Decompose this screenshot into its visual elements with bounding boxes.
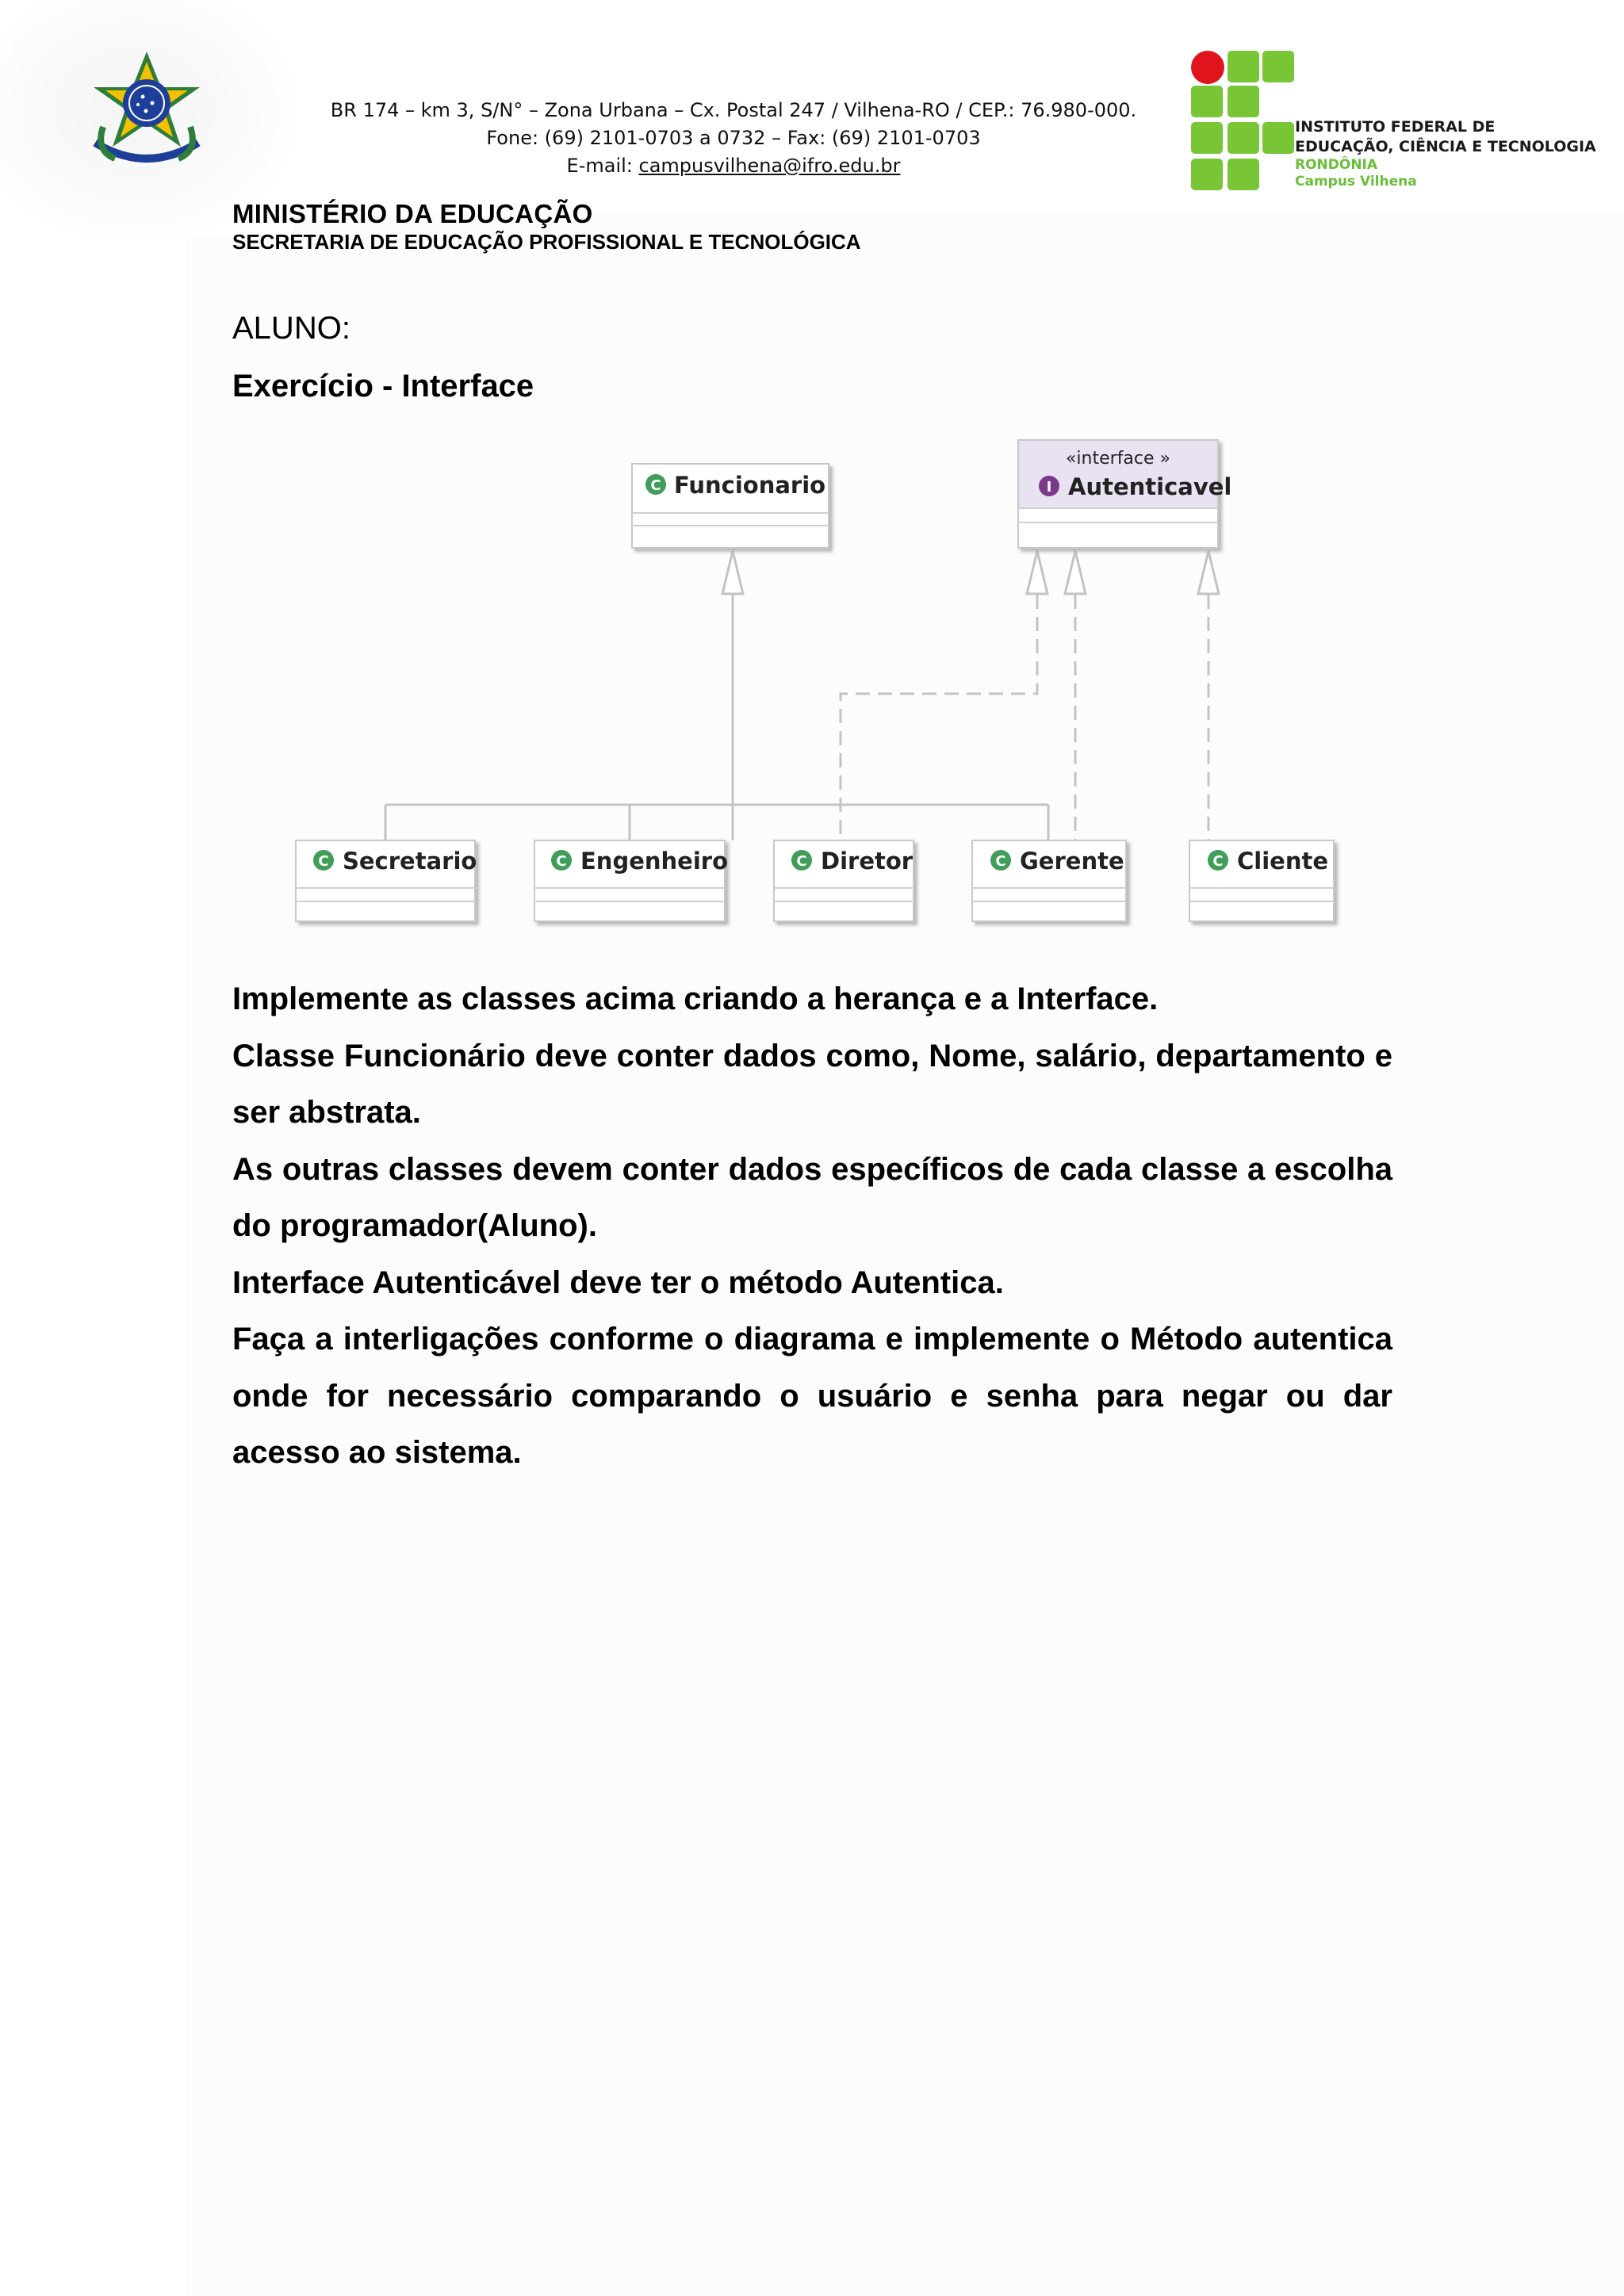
class-icon-letter: C [556, 853, 567, 870]
instruction-paragraph: As outras classes devem conter dados específicos de cada classe a escolha do programador(Aluno). [232, 1151, 1392, 1243]
institution-address [301, 97, 1166, 180]
email-link[interactable]: campusvilhena@ifro.edu.br [638, 155, 901, 177]
instruction-paragraph: Implemente as classes acima criando a herança e a Interface. [232, 982, 1159, 1016]
inheritance-lines [385, 551, 1048, 840]
class-diretor [774, 840, 914, 921]
institute-line-1: INSTITUTO FEDERAL DE [1295, 118, 1496, 136]
institute-state: RONDÔNIA [1295, 157, 1378, 173]
instruction-paragraph: Classe Funcionário deve conter dados como, Nome, salário, departamento e ser abstrata. [232, 1038, 1392, 1130]
exercise-instructions [232, 971, 1392, 1482]
email-label: E-mail: [566, 155, 639, 177]
email-line [301, 152, 1166, 180]
class-icon-letter: C [796, 853, 807, 870]
class-name: Cliente [1237, 848, 1329, 874]
realization-arrowheads [1027, 551, 1219, 594]
exercise-title: Exercício - Interface [232, 369, 534, 404]
class-name: Diretor [821, 848, 914, 874]
instruction-paragraph: Interface Autenticável deve ter o método Autentica. [232, 1265, 1004, 1300]
class-gerente [972, 840, 1126, 921]
class-name: Engenheiro [580, 848, 729, 874]
interface-autenticavel [1018, 440, 1231, 548]
phone-line: Fone: (69) 2101-0703 a 0732 – Fax: (69) 2101-0703 [486, 127, 981, 149]
ifro-logo-icon [1189, 49, 1294, 192]
student-label: ALUNO: [232, 311, 350, 346]
class-icon-letter: C [318, 853, 329, 870]
interface-stereotype: «interface » [1065, 449, 1171, 469]
class-name: Gerente [1020, 848, 1124, 874]
coat-of-arms-icon [79, 48, 214, 174]
ifro-name [1295, 117, 1596, 190]
ministry-title: MINISTÉRIO DA EDUCAÇÃO [232, 199, 593, 228]
institute-campus: Campus Vilhena [1295, 174, 1417, 189]
secretaria-title: SECRETARIA DE EDUCAÇÃO PROFISSIONAL E TECNOLÓGICA [232, 230, 861, 254]
class-secretario [296, 840, 477, 921]
uml-class-diagram [285, 432, 1364, 939]
instruction-paragraph: Faça a interligações conforme o diagrama e implemente o Método autentica onde for necessário comparando o usuário e senha para negar ou dar acesso ao sistema. [232, 1322, 1392, 1470]
class-name: Funcionario [674, 472, 826, 499]
class-name: Secretario [343, 848, 477, 874]
address-line: BR 174 – km 3, S/N° – Zona Urbana – Cx. Postal 247 / Vilhena-RO / CEP.: 76.980-000. [330, 99, 1137, 121]
institute-line-2: EDUCAÇÃO, CIÊNCIA E TECNOLOGIA [1295, 138, 1596, 155]
class-engenheiro [534, 840, 728, 921]
class-icon-letter: C [995, 853, 1006, 870]
interface-name: Autenticavel [1068, 473, 1232, 500]
class-cliente [1189, 840, 1334, 921]
interface-icon-letter: I [1046, 479, 1052, 496]
class-icon-letter: C [650, 477, 661, 494]
class-funcionario [632, 464, 829, 548]
class-icon-letter: C [1212, 853, 1224, 870]
